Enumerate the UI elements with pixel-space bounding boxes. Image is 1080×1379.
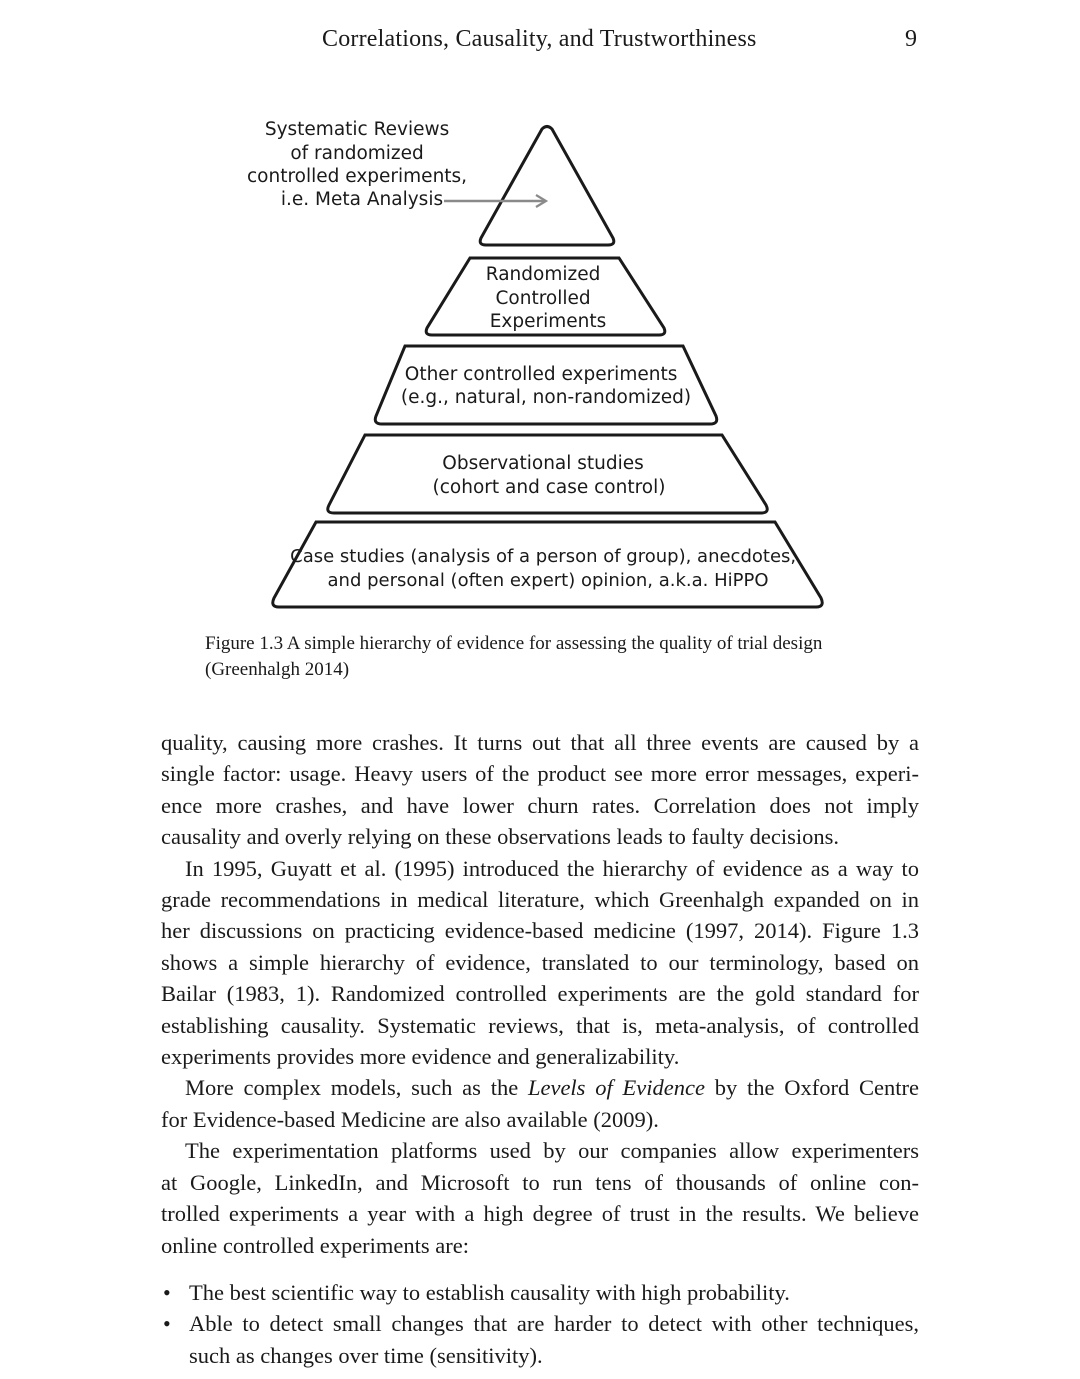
- body-line-13: for Evidence-based Medicine are also available (2009).: [161, 1106, 659, 1132]
- level-4-label-line-1: Case studies (analysis of a person of group), anecdotes,: [290, 546, 797, 567]
- bullet-2-line-1: Able to detect small changes that are harder to detect with other techniques,: [189, 1311, 919, 1337]
- body-line-5: In 1995, Guyatt et al. (1995) introduced the hierarchy of evidence as a way to: [185, 855, 919, 881]
- bullet-dot-icon: •: [163, 1311, 171, 1337]
- level-1-label-line-2: Controlled: [495, 288, 591, 309]
- apex-label-line-2: of randomized: [290, 143, 424, 164]
- body-line-12-italic: Levels of Evidence: [527, 1075, 705, 1101]
- body-line-17: online controlled experiments are:: [161, 1232, 470, 1258]
- level-2-label: [401, 364, 691, 408]
- bullet-item-1: [161, 1277, 919, 1308]
- apex-label-line-3: controlled experiments,: [247, 166, 468, 187]
- running-title: Correlations, Causality, and Trustworthiness: [322, 26, 757, 52]
- body-line-16: trolled experiments a year with a high degree of trust in the results. We believe: [161, 1201, 919, 1227]
- body-line-10: establishing causality. Systematic reviews, that is, meta-analysis, of controlled: [161, 1012, 919, 1038]
- bullet-list: [161, 1277, 919, 1371]
- running-head: [0, 22, 1080, 58]
- body-line-12-part-1: More complex models, such as the: [185, 1075, 528, 1101]
- bullet-item-2: [161, 1308, 919, 1371]
- body-line-7: her discussions on practicing evidence-based medicine (1997, 2014). Figure 1.3: [161, 918, 919, 944]
- level-2-label-line-2: (e.g., natural, non-randomized): [400, 387, 692, 408]
- body-line-3: ence more crashes, and have lower churn rates. Correlation does not imply: [161, 792, 919, 818]
- apex-label-line-4: i.e. Meta Analysis: [280, 189, 444, 210]
- bullet-dot-icon: •: [163, 1280, 171, 1305]
- body-line-4: causality and overly relying on these observations leads to faulty decisions.: [161, 824, 839, 850]
- body-line-6: grade recommendations in medical literature, which Greenhalgh expanded on in: [161, 887, 919, 913]
- level-4-label-line-2: and personal (often expert) opinion, a.k.a. HiPPO: [327, 570, 769, 591]
- bullet-2-line-2: such as changes over time (sensitivity).: [189, 1342, 543, 1368]
- body-line-11: experiments provides more evidence and generalizability.: [161, 1044, 680, 1070]
- level-1-label: [486, 264, 607, 332]
- level-1-label-line-3: Experiments: [489, 311, 607, 332]
- level-3-label-line-1: Observational studies: [442, 453, 644, 474]
- level-3-label-line-2: (cohort and case control): [432, 477, 666, 498]
- body-line-8: shows a simple hierarchy of evidence, translated to our terminology, based on: [161, 949, 919, 975]
- apex-label: [247, 119, 473, 210]
- level-1-label-line-1: Randomized: [485, 264, 601, 285]
- body-line-1: quality, causing more crashes. It turns out that all three events are caused by a: [161, 730, 919, 755]
- body-line-15: at Google, LinkedIn, and Microsoft to run tens of thousands of online con-: [161, 1169, 919, 1195]
- pyramid-level-2-shape: [375, 346, 717, 424]
- figure-caption: [205, 631, 905, 683]
- level-3-label: [433, 453, 666, 498]
- body-line-14: The experimentation platforms used by our companies allow experimenters: [185, 1138, 919, 1164]
- caption-line-1: Figure 1.3 A simple hierarchy of evidence for assessing the quality of trial design: [205, 633, 823, 654]
- body-line-12: [161, 1072, 919, 1103]
- caption-line-2: (Greenhalgh 2014): [205, 659, 350, 680]
- apex-label-line-1: Systematic Reviews: [264, 119, 450, 140]
- pyramid-apex-triangle: [480, 127, 614, 246]
- body-text: [161, 727, 919, 1261]
- body-line-9: Bailar (1983, 1). Randomized controlled experiments are the gold standard for: [161, 981, 919, 1007]
- pyramid-level-3-shape: [328, 435, 767, 513]
- level-2-label-line-1: Other controlled experiments: [404, 364, 678, 385]
- bullet-1-line-1: The best scientific way to establish causality with high probability.: [189, 1280, 790, 1305]
- body-line-2: single factor: usage. Heavy users of the product see more error messages, experi-: [161, 761, 919, 787]
- pyramid-diagram: [0, 100, 1080, 620]
- level-4-label: [290, 546, 802, 591]
- page-number: 9: [905, 26, 917, 52]
- body-line-12-part-2: by the Oxford Centre: [704, 1075, 919, 1101]
- evidence-pyramid-figure: [0, 100, 1080, 620]
